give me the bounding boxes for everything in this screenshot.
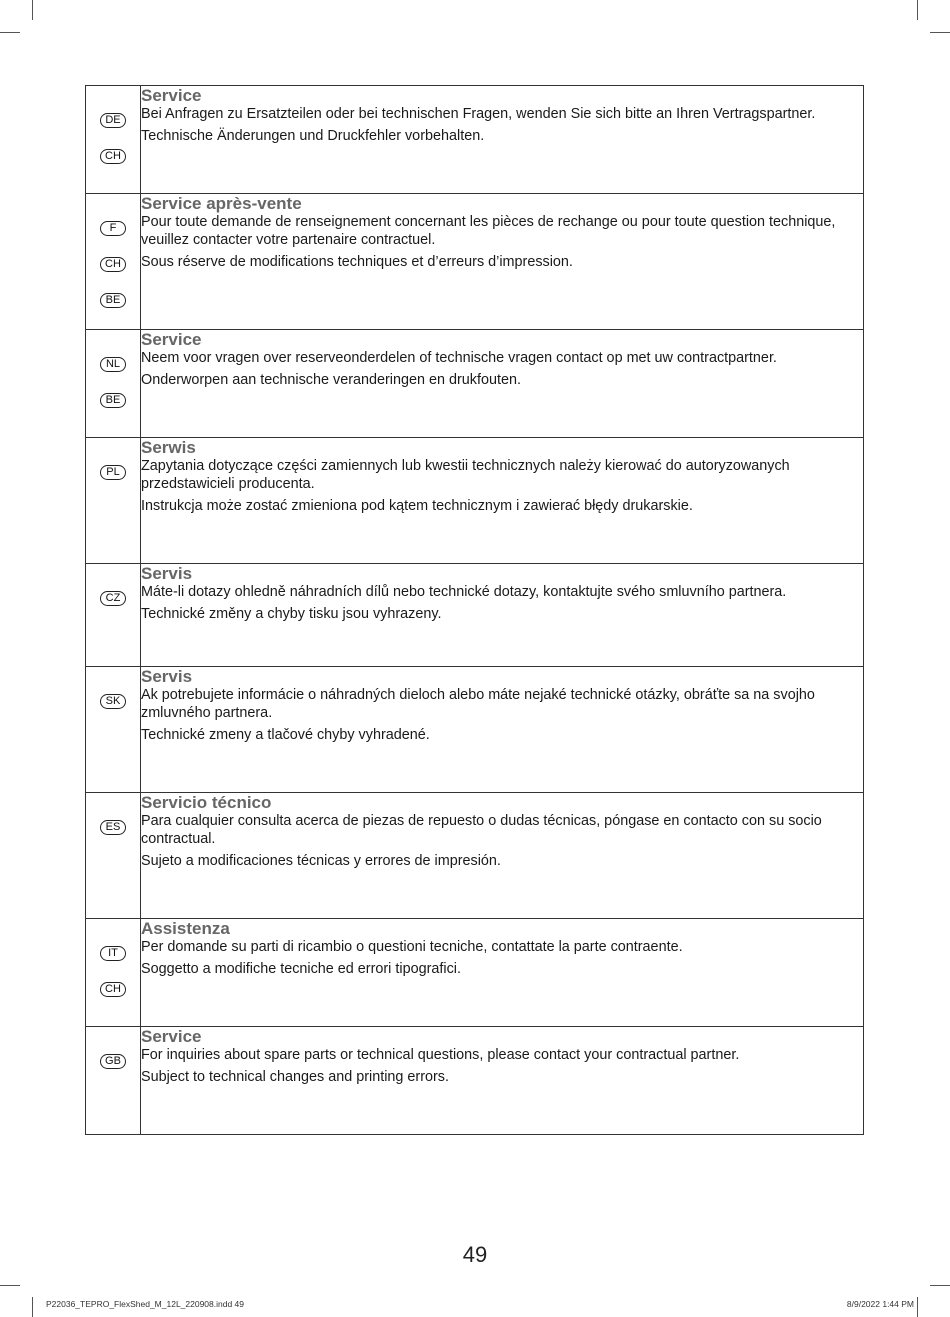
section-title: Service xyxy=(141,1027,202,1046)
service-content-cell xyxy=(141,1027,864,1135)
country-codes-cell xyxy=(86,1027,141,1135)
section-disclaimer-text: Technické zmeny a tlačové chyby vyhradené. xyxy=(141,727,430,743)
service-content-cell xyxy=(141,330,864,438)
section-title: Service xyxy=(141,330,202,349)
section-body-text: For inquiries about spare parts or technical questions, please contact your contractual partner. xyxy=(141,1047,740,1063)
section-title: Serwis xyxy=(141,438,196,457)
country-codes-cell xyxy=(86,667,141,793)
service-row xyxy=(86,667,864,793)
country-code-badge: BE xyxy=(100,393,126,408)
country-codes-cell xyxy=(86,919,141,1027)
section-disclaimer-text: Soggetto a modifiche tecniche ed errori tipografici. xyxy=(141,961,461,977)
section-title: Servicio técnico xyxy=(141,793,272,812)
crop-mark xyxy=(930,32,950,33)
section-title: Servis xyxy=(141,667,193,686)
service-row xyxy=(86,919,864,1027)
crop-mark xyxy=(32,1297,33,1317)
footer-date: 8/9/2022 1:44 PM xyxy=(846,1299,914,1309)
country-code-badge: CH xyxy=(100,257,126,272)
section-title: Service après-vente xyxy=(141,194,302,213)
service-content-cell xyxy=(141,194,864,330)
section-disclaimer-text: Onderworpen aan technische veranderingen en drukfouten. xyxy=(141,372,522,388)
country-codes-cell xyxy=(86,793,141,919)
crop-mark xyxy=(0,32,20,33)
service-content-cell xyxy=(141,919,864,1027)
section-body-text: Ak potrebujete informácie o náhradných dieloch alebo máte nejaké technické otázky, obráťte sa na svojho zmluvného partnera. xyxy=(141,687,815,721)
section-title: Assistenza xyxy=(141,919,230,938)
section-body-text: Pour toute demande de renseignement concernant les pièces de rechange ou pour toute question technique, veuillez contacter votre partenaire contractuel. xyxy=(141,214,836,248)
service-content-cell xyxy=(141,438,864,564)
service-row xyxy=(86,194,864,330)
country-code-list xyxy=(86,793,140,856)
service-content-cell xyxy=(141,667,864,793)
service-content-cell xyxy=(141,86,864,194)
country-code-badge: DE xyxy=(100,113,126,128)
country-code-list xyxy=(86,438,140,501)
country-code-list xyxy=(86,564,140,627)
country-codes-cell xyxy=(86,438,141,564)
country-code-list xyxy=(86,330,140,429)
country-code-badge: F xyxy=(100,221,126,236)
crop-mark xyxy=(0,1285,20,1286)
country-code-badge: NL xyxy=(100,357,126,372)
country-codes-cell xyxy=(86,330,141,438)
section-body-text: Máte-li dotazy ohledně náhradních dílů nebo technické dotazy, kontaktujte svého smluvního partnera. xyxy=(141,584,787,600)
country-code-badge: GB xyxy=(100,1054,126,1069)
crop-mark xyxy=(917,1297,918,1317)
footer-file-info: P22036_TEPRO_FlexShed_M_12L_220908.indd 49 xyxy=(46,1299,245,1309)
service-row xyxy=(86,438,864,564)
section-disclaimer-text: Technische Änderungen und Druckfehler vorbehalten. xyxy=(141,128,485,144)
service-row xyxy=(86,330,864,438)
crop-mark xyxy=(32,0,33,20)
section-body-text: Neem voor vragen over reserveonderdelen of technische vragen contact op met uw contractpartner. xyxy=(141,350,777,366)
crop-mark xyxy=(917,0,918,20)
country-code-badge: SK xyxy=(100,694,126,709)
service-row xyxy=(86,1027,864,1135)
country-code-badge: BE xyxy=(100,293,126,308)
section-disclaimer-text: Sous réserve de modifications techniques et d’erreurs d’impression. xyxy=(141,254,573,270)
country-codes-cell xyxy=(86,564,141,667)
country-code-badge: CZ xyxy=(100,591,126,606)
service-row xyxy=(86,86,864,194)
section-title: Servis xyxy=(141,564,193,583)
section-body-text: Bei Anfragen zu Ersatzteilen oder bei technischen Fragen, wenden Sie sich bitte an Ihren Vertragspartner. xyxy=(141,106,816,122)
crop-mark xyxy=(930,1285,950,1286)
country-code-badge: ES xyxy=(100,820,126,835)
country-code-list xyxy=(86,194,140,329)
section-body-text: Zapytania dotyczące części zamiennych lub kwestii technicznych należy kierować do autoryzowanych przedstawicieli producenta. xyxy=(141,458,790,492)
country-codes-cell xyxy=(86,194,141,330)
page-number: 49 xyxy=(462,1242,488,1267)
country-code-badge: CH xyxy=(100,982,126,997)
section-body-text: Para cualquier consulta acerca de piezas de repuesto o dudas técnicas, póngase en contacto con su socio contractual. xyxy=(141,813,822,847)
service-row xyxy=(86,793,864,919)
country-code-list xyxy=(86,919,140,1018)
country-codes-cell xyxy=(86,86,141,194)
country-code-list xyxy=(86,1027,140,1090)
section-body-text: Per domande su parti di ricambio o questioni tecniche, contattate la parte contraente. xyxy=(141,939,683,955)
country-code-list xyxy=(86,86,140,185)
service-table xyxy=(85,85,864,1135)
country-code-list xyxy=(86,667,140,730)
service-content-cell xyxy=(141,793,864,919)
service-row xyxy=(86,564,864,667)
country-code-badge: CH xyxy=(100,149,126,164)
country-code-badge: PL xyxy=(100,465,126,480)
section-disclaimer-text: Sujeto a modificaciones técnicas y errores de impresión. xyxy=(141,853,501,869)
section-disclaimer-text: Technické změny a chyby tisku jsou vyhrazeny. xyxy=(141,606,442,622)
country-code-badge: IT xyxy=(100,946,126,961)
section-title: Service xyxy=(141,86,202,105)
section-disclaimer-text: Subject to technical changes and printing errors. xyxy=(141,1069,449,1085)
service-content-cell xyxy=(141,564,864,667)
section-disclaimer-text: Instrukcja może zostać zmieniona pod kątem technicznym i zawierać błędy drukarskie. xyxy=(141,498,693,514)
